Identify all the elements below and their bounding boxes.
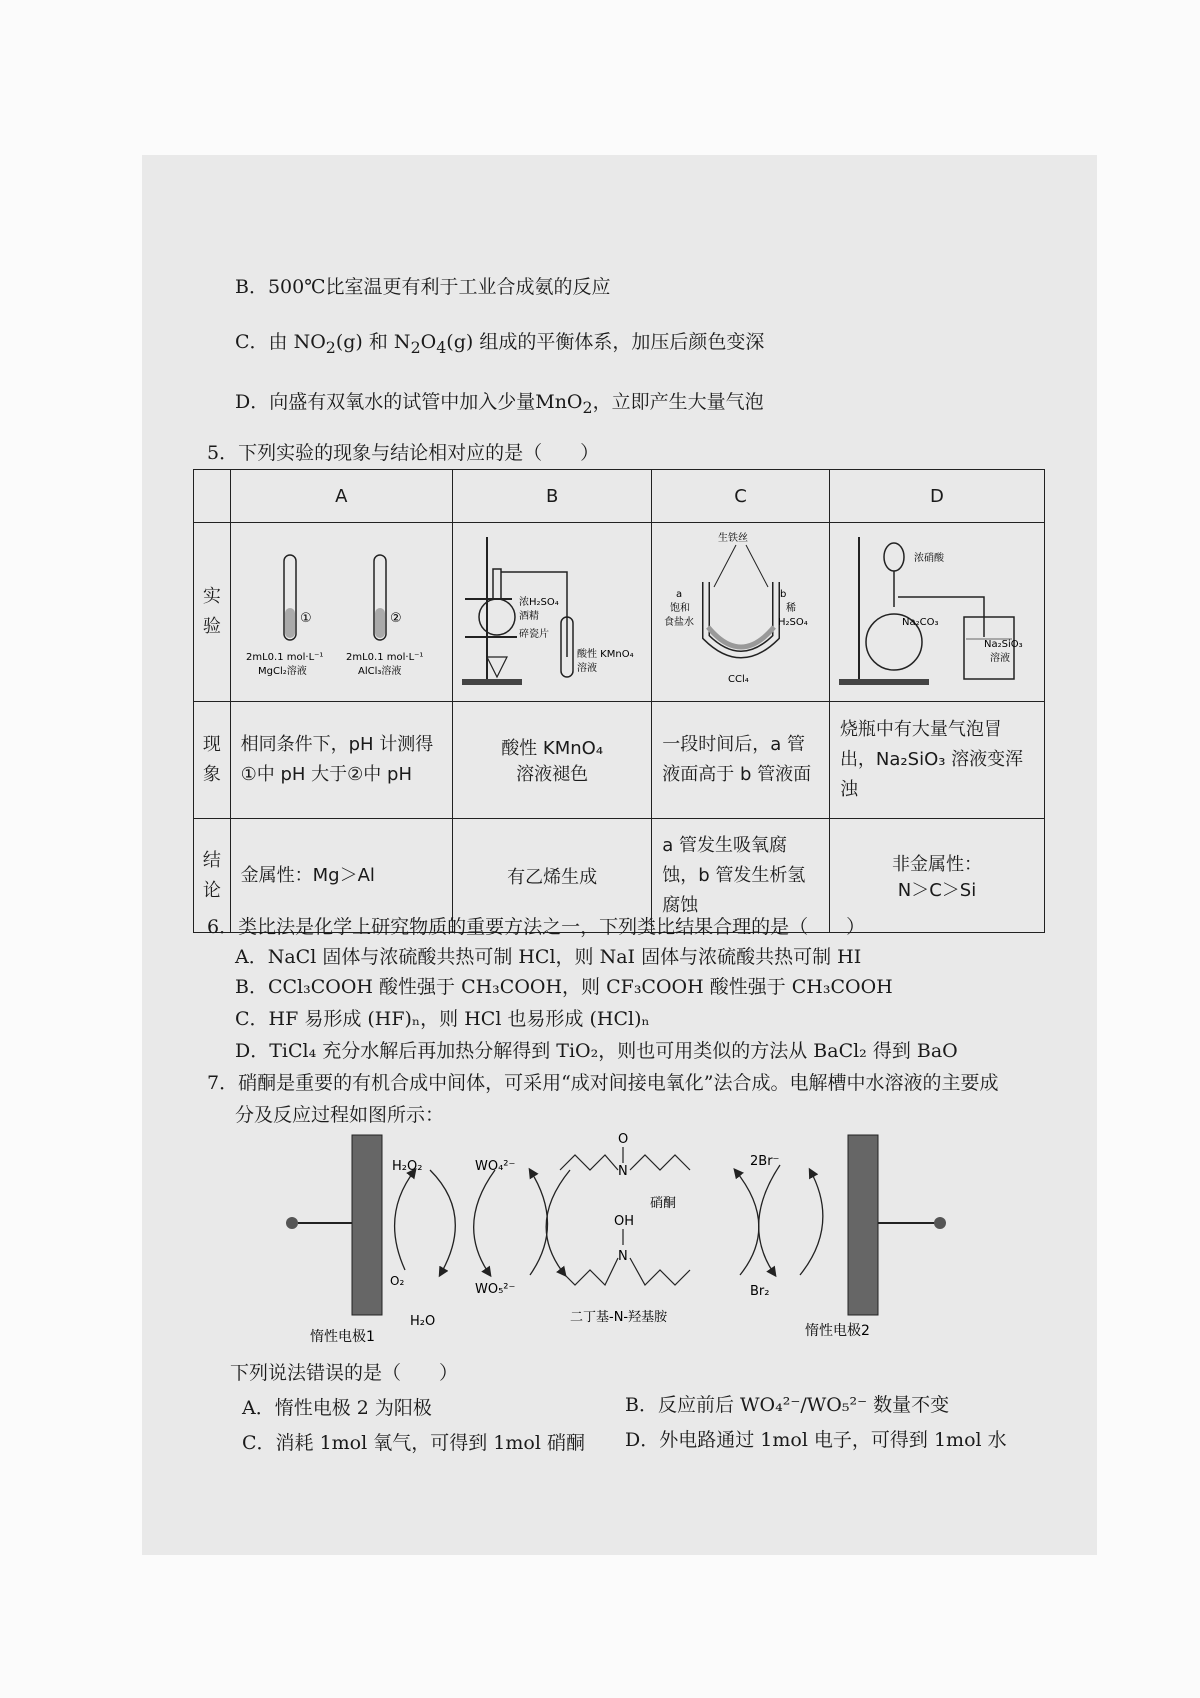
q6-option-c: C．HF 易形成 (HF)ₙ，则 HCl 也易形成 (HCl)ₙ: [235, 1008, 650, 1030]
experiment-c-image: [652, 523, 830, 702]
header-b: B: [453, 470, 652, 523]
inert-electrode-1: [352, 1135, 382, 1315]
label-c-b: b: [779, 589, 786, 600]
caption-a3: 2mL0.1 mol·L⁻¹: [346, 651, 424, 663]
conclusion-b: 有乙烯生成: [453, 819, 652, 933]
phenomenon-a: 相同条件下，pH 计测得①中 pH 大于②中 pH: [230, 702, 452, 819]
q5-stem: 5．下列实验的现象与结论相对应的是（ ）: [207, 442, 600, 464]
label-amine: 二丁基-N-羟基胺: [570, 1310, 668, 1325]
label-wo4: WO₄²⁻: [475, 1159, 516, 1174]
q7-option-d: D．外电路通过 1mol 电子，可得到 1mol 水: [625, 1429, 1007, 1451]
label-c4: 稀: [785, 603, 796, 614]
label-br2: Br₂: [750, 1284, 770, 1299]
row-label-conclusion: 结 论: [194, 819, 231, 933]
label-c2: 饱和: [669, 603, 690, 614]
row-label-experiment: 实 验: [194, 523, 231, 702]
electrolysis-diagram: [280, 1125, 960, 1345]
caption-a2: MgCl₂溶液: [258, 665, 308, 677]
q4-option-b: B．500℃比室温更有利于工业合成氨的反应: [235, 276, 611, 298]
phenomenon-c: 一段时间后，a 管液面高于 b 管液面: [652, 702, 830, 819]
caption-a1: 2mL0.1 mol·L⁻¹: [246, 651, 324, 663]
label-d4: 溶液: [990, 653, 1011, 664]
experiment-b-image: [453, 523, 652, 702]
q7-ask: 下列说法错误的是（ ）: [230, 1362, 459, 1384]
q7-option-c: C．消耗 1mol 氧气，可得到 1mol 硝酮: [242, 1432, 585, 1454]
q7-option-a: A．惰性电极 2 为阳极: [242, 1397, 432, 1419]
label-c1: 生铁丝: [717, 533, 748, 544]
experiment-a-image: [230, 523, 452, 702]
q6-stem: 6．类比法是化学上研究物质的重要方法之一，下列类比结果合理的是（ ）: [207, 916, 866, 938]
label-o-atom: O: [618, 1132, 629, 1147]
tube-1-label: ①: [300, 610, 312, 626]
label-d3: Na₂SiO₃: [984, 639, 1024, 650]
row-label-phenomenon: 现 象: [194, 702, 231, 819]
label-h2o2: H₂O₂: [392, 1159, 423, 1174]
label-2br: 2Br⁻: [750, 1154, 780, 1169]
label-wo5: WO₅²⁻: [475, 1282, 516, 1297]
label-d1: 浓硝酸: [914, 553, 945, 564]
label-b3: 碎瓷片: [519, 629, 550, 640]
label-nitrone: 硝酮: [650, 1196, 677, 1211]
q6-option-d: D．TiCl₄ 充分水解后再加热分解得到 TiO₂，则也可用类似的方法从 BaCl₂ 得到 BaO: [235, 1040, 958, 1062]
label-n2: N: [618, 1249, 628, 1264]
header-d: D: [829, 470, 1044, 523]
label-h2o: H₂O: [410, 1314, 436, 1329]
label-c5: H₂SO₄: [777, 617, 808, 628]
label-b2: 酒精: [519, 611, 540, 622]
corner-cell: [194, 470, 231, 523]
q6-option-a: A．NaCl 固体与浓硫酸共热可制 HCl，则 NaI 固体与浓硫酸共热可制 HI: [235, 946, 862, 968]
tube-2-label: ②: [390, 610, 402, 626]
q6-option-b: B．CCl₃COOH 酸性强于 CH₃COOH，则 CF₃COOH 酸性强于 CH₃COOH: [235, 976, 893, 998]
label-b4: 酸性 KMnO₄: [577, 649, 634, 660]
q7-stem-2: 分及反应过程如图所示：: [235, 1104, 445, 1126]
terminal-2: [934, 1217, 946, 1229]
q4-option-d: D．向盛有双氧水的试管中加入少量MnO$_2$，立即产生大量气泡: [235, 391, 764, 417]
inert-electrode-2: [848, 1135, 878, 1315]
label-electrode-1: 惰性电极1: [310, 1329, 375, 1345]
label-d2: Na₂CO₃: [902, 617, 939, 628]
conclusion-d: 非金属性： N＞C＞Si: [829, 819, 1044, 933]
q4-option-c: C．由 $NO_2(g)$ 和 $N_2O_4(g)$ 组成的平衡体系，加压后颜色变深: [235, 331, 765, 357]
header-a: A: [230, 470, 452, 523]
phenomenon-d: 烧瓶中有大量气泡冒 出，Na₂SiO₃ 溶液变浑浊: [829, 702, 1044, 819]
label-c3: 食盐水: [663, 617, 694, 628]
label-oh: OH: [614, 1214, 635, 1229]
q5-table: [193, 469, 1045, 933]
label-o2: O₂: [390, 1274, 405, 1288]
label-b5: 溶液: [577, 663, 598, 674]
label-c6: CCl₄: [727, 674, 749, 685]
label-b1: 浓H₂SO₄: [519, 597, 559, 608]
q7-stem-1: 7．硝酮是重要的有机合成中间体，可采用“成对间接电氧化”法合成。电解槽中水溶液的主要成: [207, 1072, 999, 1094]
phenomenon-b: 酸性 KMnO₄ 溶液褪色: [453, 702, 652, 819]
conclusion-a: 金属性：Mg＞Al: [230, 819, 452, 933]
conclusion-c: a 管发生吸氧腐蚀，b 管发生析氢腐蚀: [652, 819, 830, 933]
label-c-a: a: [675, 589, 682, 600]
caption-a4: AlCl₃溶液: [358, 665, 402, 677]
header-c: C: [652, 470, 830, 523]
label-n1: N: [618, 1164, 628, 1179]
terminal-1: [286, 1217, 298, 1229]
label-electrode-2: 惰性电极2: [805, 1323, 870, 1339]
experiment-d-image: [829, 523, 1044, 702]
q7-option-b: B．反应前后 WO₄²⁻/WO₅²⁻ 数量不变: [625, 1394, 950, 1416]
